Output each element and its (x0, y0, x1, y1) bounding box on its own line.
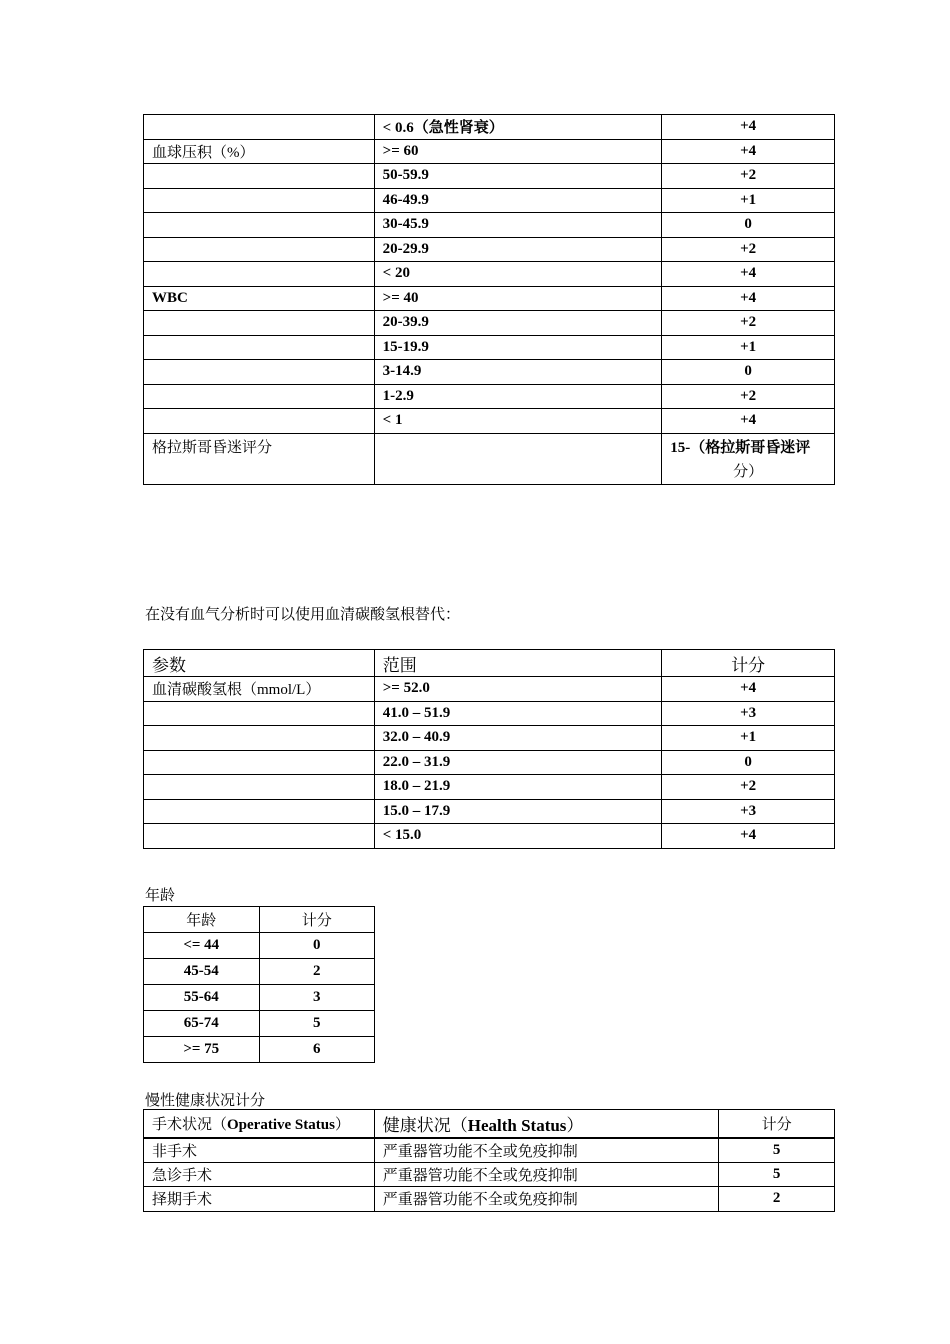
age-cell: 55-64 (144, 985, 260, 1011)
param-cell (144, 335, 375, 360)
score-cell: +4 (662, 824, 835, 849)
age-cell: 65-74 (144, 1011, 260, 1037)
table-row (144, 985, 375, 1011)
age-cell: >= 75 (144, 1037, 260, 1063)
param-cell (144, 750, 375, 775)
header-op-close: ） (334, 1116, 350, 1133)
range-cell: >= 52.0 (374, 677, 662, 702)
table-row (144, 701, 835, 726)
bicarbonate-table (143, 649, 835, 849)
table-row (144, 164, 835, 189)
table-row (144, 799, 835, 824)
score-cell (662, 433, 835, 484)
param-cell (144, 701, 375, 726)
table-row (144, 775, 835, 800)
score-cell: +2 (662, 311, 835, 336)
physiology-score-table (143, 114, 835, 485)
range-cell: 15-19.9 (374, 335, 662, 360)
score-cell: 0 (662, 360, 835, 385)
header-health-close: ） (566, 1115, 584, 1135)
header-score: 计分 (719, 1110, 835, 1138)
health-cell: 严重器管功能不全或免疫抑制 (374, 1138, 718, 1163)
score-cell: +1 (662, 335, 835, 360)
range-cell: >= 40 (374, 286, 662, 311)
param-cell (144, 409, 375, 434)
score-cell: 2 (719, 1187, 835, 1212)
table-row (144, 1187, 835, 1212)
param-cell (144, 775, 375, 800)
table-row (144, 213, 835, 238)
param-cell (144, 799, 375, 824)
table-row (144, 286, 835, 311)
range-cell: < 20 (374, 262, 662, 287)
range-cell: < 0.6（急性肾衰） (374, 115, 662, 140)
header-health-cn: 健康状况（ (382, 1115, 468, 1135)
table-row (144, 1138, 835, 1163)
table-header-row (144, 650, 835, 677)
age-cell: 45-54 (144, 959, 260, 985)
table-row-gcs (144, 433, 835, 484)
score-cell: +2 (662, 384, 835, 409)
table-row (144, 933, 375, 959)
gcs-score-line2: 分） (733, 463, 764, 480)
range-cell: < 15.0 (374, 824, 662, 849)
op-cell: 急诊手术 (144, 1162, 375, 1187)
range-cell: < 1 (374, 409, 662, 434)
header-operative-status (144, 1110, 375, 1138)
table-row (144, 1162, 835, 1187)
range-cell: 22.0 – 31.9 (374, 750, 662, 775)
score-cell: 5 (719, 1162, 835, 1187)
param-cell (144, 384, 375, 409)
header-health-en: Health Status (467, 1115, 567, 1135)
table-row (144, 335, 835, 360)
header-range: 范围 (374, 650, 662, 677)
score-cell: +3 (662, 701, 835, 726)
table-row (144, 139, 835, 164)
param-cell (144, 726, 375, 751)
score-cell: +4 (662, 677, 835, 702)
table-row (144, 1011, 375, 1037)
table-row (144, 188, 835, 213)
param-cell (144, 311, 375, 336)
chronic-health-title: 慢性健康状况计分 (145, 1093, 266, 1109)
param-cell: 血球压积（%） (144, 139, 375, 164)
score-cell: +4 (662, 262, 835, 287)
range-cell: 30-45.9 (374, 213, 662, 238)
param-cell: 格拉斯哥昏迷评分 (144, 433, 375, 484)
health-cell: 严重器管功能不全或免疫抑制 (374, 1162, 718, 1187)
param-cell (144, 115, 375, 140)
param-cell (144, 164, 375, 189)
score-cell: +1 (662, 726, 835, 751)
table-row (144, 115, 835, 140)
range-cell: 46-49.9 (374, 188, 662, 213)
score-cell: +2 (662, 775, 835, 800)
table-row (144, 1037, 375, 1063)
op-cell: 择期手术 (144, 1187, 375, 1212)
range-cell (374, 433, 662, 484)
param-cell: WBC (144, 286, 375, 311)
table-row (144, 750, 835, 775)
age-cell: <= 44 (144, 933, 260, 959)
table-row (144, 677, 835, 702)
header-param: 参数 (144, 650, 375, 677)
range-cell: 15.0 – 17.9 (374, 799, 662, 824)
range-cell: 32.0 – 40.9 (374, 726, 662, 751)
range-cell: 20-29.9 (374, 237, 662, 262)
header-op-cn: 手术状况（ (152, 1116, 228, 1133)
header-score: 计分 (259, 907, 375, 933)
score-cell: 3 (259, 985, 375, 1011)
table-row (144, 409, 835, 434)
table-row (144, 824, 835, 849)
param-cell: 血清碳酸氢根（mmol/L） (144, 677, 375, 702)
range-cell: 1-2.9 (374, 384, 662, 409)
param-cell (144, 824, 375, 849)
range-cell: 20-39.9 (374, 311, 662, 336)
op-cell: 非手术 (144, 1138, 375, 1163)
range-cell: 50-59.9 (374, 164, 662, 189)
table-row (144, 311, 835, 336)
score-cell: 6 (259, 1037, 375, 1063)
gcs-score-line1: 15-（格拉斯哥昏迷评 (670, 439, 811, 456)
score-cell: +4 (662, 115, 835, 140)
table-row (144, 384, 835, 409)
table-row (144, 360, 835, 385)
score-cell: 0 (259, 933, 375, 959)
score-cell: 0 (662, 750, 835, 775)
param-cell (144, 262, 375, 287)
age-section-title: 年龄 (145, 888, 176, 904)
range-cell: 3-14.9 (374, 360, 662, 385)
score-cell: +1 (662, 188, 835, 213)
score-cell: +2 (662, 164, 835, 189)
table-header-row (144, 907, 375, 933)
param-cell (144, 360, 375, 385)
bicarbonate-note: 在没有血气分析时可以使用血清碳酸氢根替代： (145, 607, 461, 623)
score-cell: 5 (259, 1011, 375, 1037)
table-row (144, 237, 835, 262)
range-cell: >= 60 (374, 139, 662, 164)
chronic-health-table (143, 1109, 835, 1212)
age-score-table (143, 906, 375, 1063)
health-cell: 严重器管功能不全或免疫抑制 (374, 1187, 718, 1212)
table-header-row (144, 1110, 835, 1138)
score-cell: 2 (259, 959, 375, 985)
score-cell: +4 (662, 139, 835, 164)
param-cell (144, 237, 375, 262)
table-row (144, 726, 835, 751)
header-score: 计分 (662, 650, 835, 677)
header-op-en: Operative Status (227, 1116, 335, 1133)
header-health-status (374, 1110, 718, 1138)
table-row (144, 959, 375, 985)
score-cell: 5 (719, 1138, 835, 1163)
range-cell: 18.0 – 21.9 (374, 775, 662, 800)
param-cell (144, 188, 375, 213)
score-cell: +3 (662, 799, 835, 824)
score-cell: +2 (662, 237, 835, 262)
score-cell: +4 (662, 409, 835, 434)
param-cell (144, 213, 375, 238)
header-age: 年龄 (144, 907, 260, 933)
range-cell: 41.0 – 51.9 (374, 701, 662, 726)
score-cell: 0 (662, 213, 835, 238)
score-cell: +4 (662, 286, 835, 311)
table-row (144, 262, 835, 287)
